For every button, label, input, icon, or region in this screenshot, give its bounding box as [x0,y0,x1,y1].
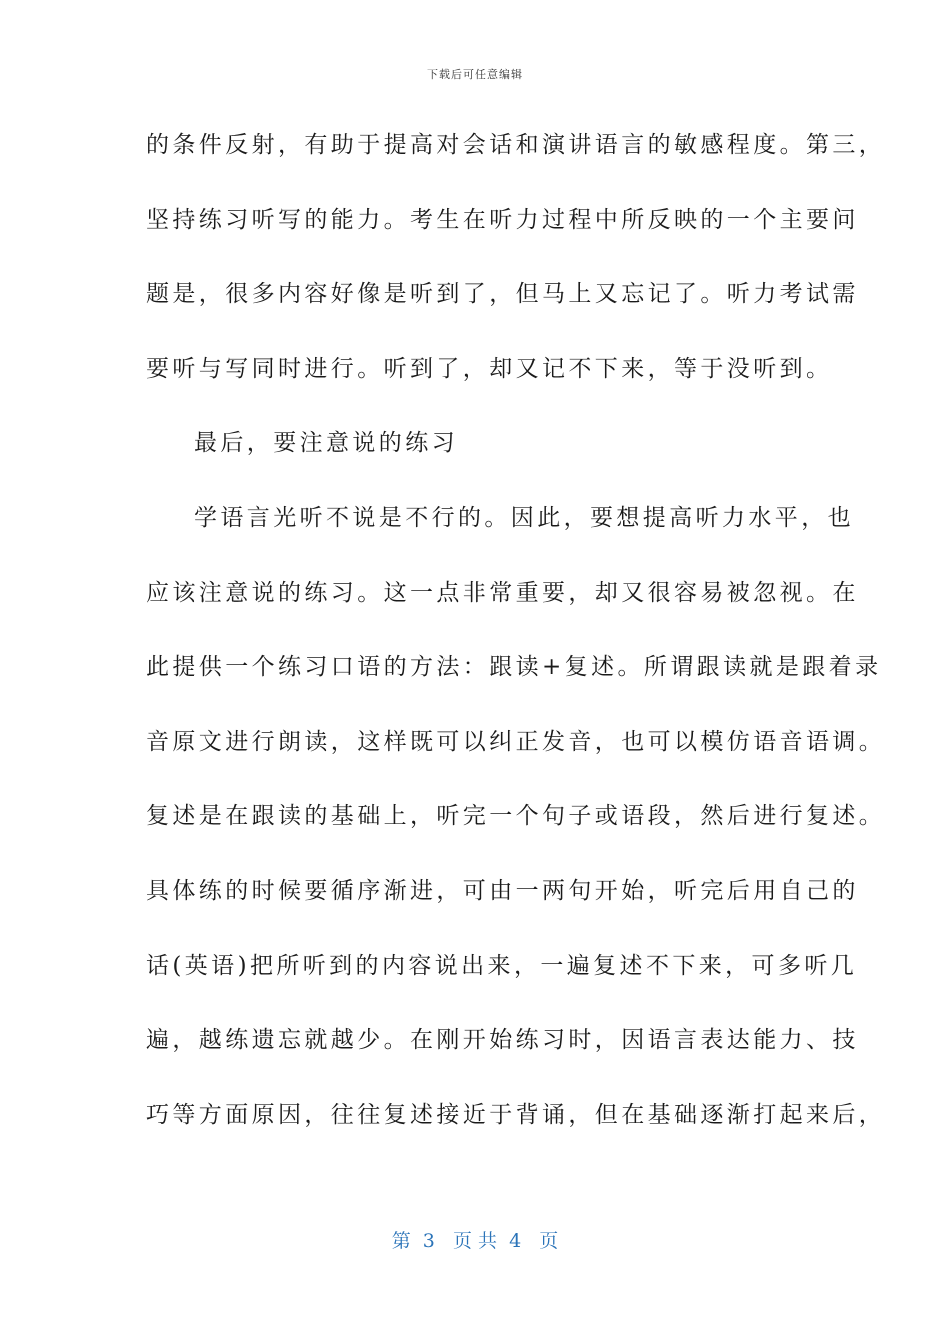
body-line: 巧等方面原因，往往复述接近于背诵，但在基础逐渐打起来后， [146,1101,886,1128]
body-line: 坚持练习听写的能力。考生在听力过程中所反映的一个主要问 [146,206,859,233]
body-line: 遍，越练遗忘就越少。在刚开始练习时，因语言表达能力、技 [146,1027,859,1054]
body-line: 要听与写同时进行。听到了，却又记不下来，等于没听到。 [146,355,833,382]
body-line: 复述是在跟读的基础上，听完一个句子或语段，然后进行复述。 [146,803,886,830]
section-heading: 最后，要注意说的练习 [194,430,458,457]
page-number-footer: 第 3 页 共 4 页 [391,1230,559,1252]
page-header: 下载后可任意编辑 [427,68,523,81]
body-line: 应该注意说的练习。这一点非常重要，却又很容易被忽视。在 [146,579,859,606]
body-line: 学语言光听不说是不行的。因此，要想提高听力水平，也 [194,504,854,531]
body-line: 话(英语)把所听到的内容说出来，一遍复述不下来，可多听几 [146,952,858,979]
body-line: 具体练的时候要循序渐进，可由一两句开始，听完后用自己的 [146,877,859,904]
body-line: 的条件反射，有助于提高对会话和演讲语言的敏感程度。第三， [146,132,886,158]
body-line: 音原文进行朗读，这样既可以纠正发音，也可以模仿语音语调。 [146,728,886,755]
document-body [146,120,886,1164]
body-line: 此提供一个练习口语的方法：跟读+复述。所谓跟读就是跟着录 [146,654,882,681]
body-line: 题是，很多内容好像是听到了，但马上又忘记了。听力考试需 [146,281,859,308]
